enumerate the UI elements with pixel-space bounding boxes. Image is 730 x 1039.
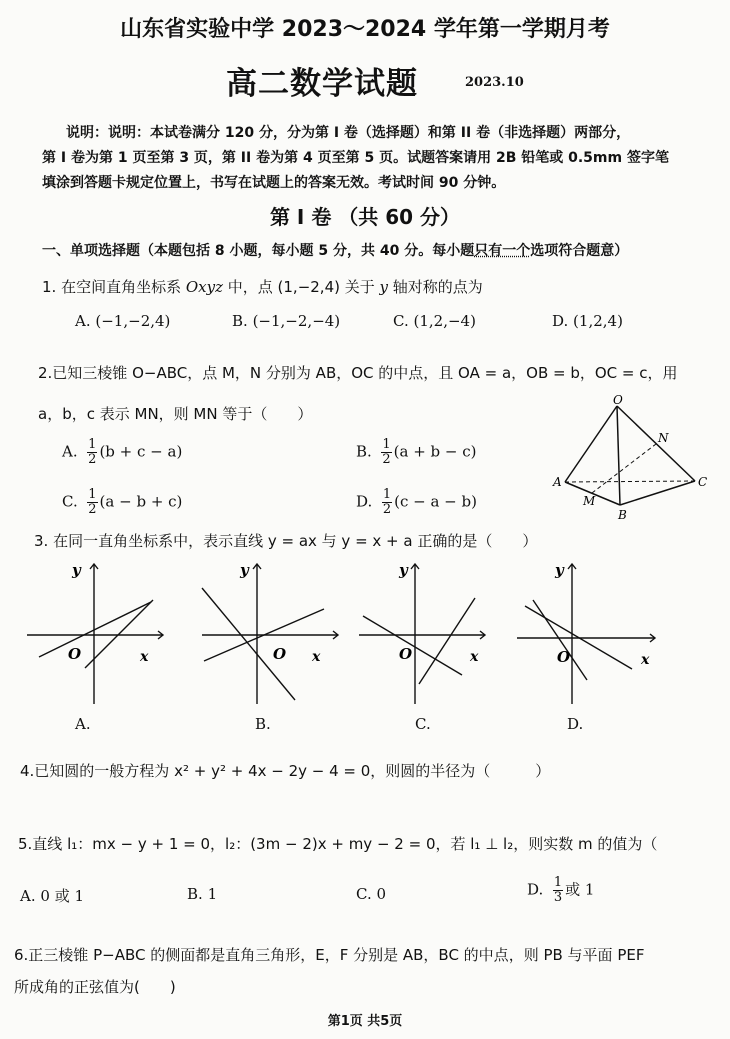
instructions-line3: 填涂到答题卡规定位置上，书写在试题上的答案无效。考试时间 90 分钟。 <box>42 175 506 191</box>
q2-option-a-num: 1 <box>88 437 97 452</box>
label-C: C <box>698 475 708 489</box>
q5-option-c-value: 0 <box>376 885 387 903</box>
question-3: 3. 在同一直角坐标系中，表示直线 y = ax 与 y = x + a 正确的是（ ） <box>34 532 538 550</box>
question-6-line2: 所成角的正弦值为( ) <box>14 978 176 996</box>
x-label: x <box>641 652 650 668</box>
q1-option-c <box>393 312 476 330</box>
q2-option-a-den: 2 <box>88 452 97 467</box>
q3-graph-d <box>515 558 660 708</box>
q1-option-a <box>75 312 170 330</box>
question-5: 5.直线 l₁：mx − y + 1 = 0，l₂：(3m − 2)x + my − 2 = 0，若 l₁ ⊥ l₂，则实数 m 的值为（ <box>18 835 658 853</box>
line-2 <box>533 600 587 680</box>
line-1 <box>363 616 462 675</box>
origin-label: O <box>557 648 571 666</box>
q3-label-b: B. <box>255 715 271 733</box>
part1-prefix: 一、单项选择题（本题包括 8 小题，每小题 5 分，共 40 分。每小题 <box>42 243 475 259</box>
part1-suffix: 选项符合题意） <box>530 243 629 259</box>
q1-option-a-value: (−1,−2,4) <box>95 312 171 330</box>
instructions-line1: 说明：说明：本试卷满分 120 分，分为第 I 卷（选择题）和第 II 卷（非选择题）两部分， <box>66 125 631 141</box>
section-title: 第 I 卷 （共 60 分） <box>269 205 461 229</box>
q1-text-c: 轴对称的点为 <box>388 278 483 296</box>
question-2-line2: a，b，c 表示 MN，则 MN 等于（ ） <box>38 405 313 423</box>
edge-OA <box>565 406 617 482</box>
label-B: B <box>618 508 627 522</box>
page-footer: 第1页 共5页 <box>327 1014 403 1029</box>
edge-OC <box>617 406 695 481</box>
q1-option-b-value: (−1,−2,−4) <box>252 312 341 330</box>
q2-option-b-num: 1 <box>382 437 391 452</box>
x-label: x <box>470 649 479 665</box>
q2-option-c-den: 2 <box>88 502 97 517</box>
q3-label-d: D. <box>567 715 584 733</box>
edge-BC <box>620 481 695 505</box>
exam-subtitle: 高二数学试题 <box>226 66 418 102</box>
q2-option-a-label: A. <box>62 442 78 461</box>
line-2 <box>419 598 475 684</box>
instructions-line2: 第 I 卷为第 1 页至第 3 页，第 II 卷为第 4 页至第 5 页。试题答案请用 2B 铅笔或 0.5mm 签字笔 <box>42 150 669 166</box>
q3-graph-c <box>357 558 497 708</box>
question-1 <box>42 276 483 297</box>
q2-option-c-label: C. <box>62 492 78 511</box>
q3-label-a: A. <box>75 715 91 733</box>
line-1 <box>39 602 151 657</box>
q2-option-d-den: 2 <box>382 502 392 517</box>
y-label: y <box>399 561 408 579</box>
q3-graph-b <box>200 558 340 708</box>
q1-text-b: 中，点 (1,−2,4) 关于 <box>223 278 380 296</box>
label-A: A <box>553 475 562 489</box>
q5-option-d-den: 3 <box>553 890 563 905</box>
edge-OB <box>617 406 620 505</box>
q1-axis: y <box>379 278 388 296</box>
q5-option-d <box>527 876 594 905</box>
q2-option-a-fraction <box>87 438 97 467</box>
q2-option-c-expr: (a − b + c) <box>99 492 183 511</box>
q1-option-d-label: D. <box>552 312 569 330</box>
x-label: x <box>312 649 321 665</box>
q2-option-a <box>62 438 182 467</box>
line-1 <box>202 588 295 700</box>
q5-option-a-value: 0 或 1 <box>40 887 85 905</box>
q2-option-d-fraction <box>382 488 392 517</box>
label-N: N <box>658 431 669 445</box>
q2-option-b-label: B. <box>356 442 372 461</box>
origin-label: O <box>273 645 287 663</box>
q2-pyramid-figure <box>545 392 715 527</box>
part1-emphasis: 只有一个 <box>474 243 531 259</box>
q5-option-b <box>187 885 217 903</box>
question-4: 4.已知圆的一般方程为 x² + y² + 4x − 2y − 4 = 0，则圆的半径为（ ） <box>20 762 551 780</box>
q5-option-b-value: 1 <box>207 885 218 903</box>
q1-option-b <box>232 312 340 330</box>
q2-option-c-fraction <box>87 488 97 517</box>
q5-option-b-label: B. <box>187 885 203 903</box>
q1-option-d-value: (1,2,4) <box>573 312 623 330</box>
q2-option-d-num: 1 <box>382 487 392 502</box>
q2-option-a-expr: (b + c − a) <box>99 442 183 461</box>
q2-option-b-den: 2 <box>382 452 391 467</box>
q1-option-a-label: A. <box>75 312 91 330</box>
y-label: y <box>555 561 564 579</box>
q1-option-c-label: C. <box>393 312 409 330</box>
q5-option-c-label: C. <box>356 885 372 903</box>
q2-option-b <box>356 438 476 467</box>
q5-option-a-label: A. <box>20 887 36 905</box>
label-O: O <box>613 393 623 407</box>
y-label: y <box>72 561 81 579</box>
q1-coord: Oxyz <box>185 278 223 296</box>
segment-MN <box>592 444 656 493</box>
x-label: x <box>140 649 149 665</box>
y-label: y <box>240 561 249 579</box>
q3-graph-a <box>25 558 165 708</box>
q3-label-c: C. <box>415 715 431 733</box>
origin-label: O <box>68 645 82 663</box>
q5-option-a <box>20 885 84 906</box>
q2-option-b-fraction <box>381 438 391 467</box>
q2-option-b-expr: (a + b − c) <box>393 442 477 461</box>
question-2-line1: 2.已知三棱锥 O−ABC，点 M，N 分别为 AB，OC 的中点，且 OA = a，OB = b，OC = c，用 <box>38 364 678 382</box>
part1-heading <box>42 240 628 260</box>
edge-AC <box>565 481 695 482</box>
q1-text-a: 1. 在空间直角坐标系 <box>42 278 186 296</box>
question-6-line1: 6.正三棱锥 P−ABC 的侧面都是直角三角形，E，F 分别是 AB，BC 的中点，则 PB 与平面 PEF <box>14 946 645 964</box>
q1-option-d <box>552 312 623 330</box>
q2-option-d-label: D. <box>356 492 373 511</box>
q1-option-c-value: (1,2,−4) <box>413 312 476 330</box>
origin-label: O <box>399 645 413 663</box>
q5-option-d-value: 或 1 <box>565 880 595 899</box>
q5-option-d-num: 1 <box>553 875 563 890</box>
exam-date: 2023.10 <box>465 75 524 90</box>
q2-option-c-num: 1 <box>88 487 97 502</box>
q2-option-d-expr: (c − a − b) <box>394 492 477 511</box>
q5-option-d-fraction <box>553 876 563 905</box>
exam-title: 山东省实验中学 2023～2024 学年第一学期月考 <box>120 17 610 42</box>
q1-option-b-label: B. <box>232 312 248 330</box>
q2-option-c <box>62 488 182 517</box>
label-M: M <box>583 494 596 508</box>
q2-option-d <box>356 488 477 517</box>
q5-option-c <box>356 885 386 903</box>
q5-option-d-label: D. <box>527 880 544 899</box>
